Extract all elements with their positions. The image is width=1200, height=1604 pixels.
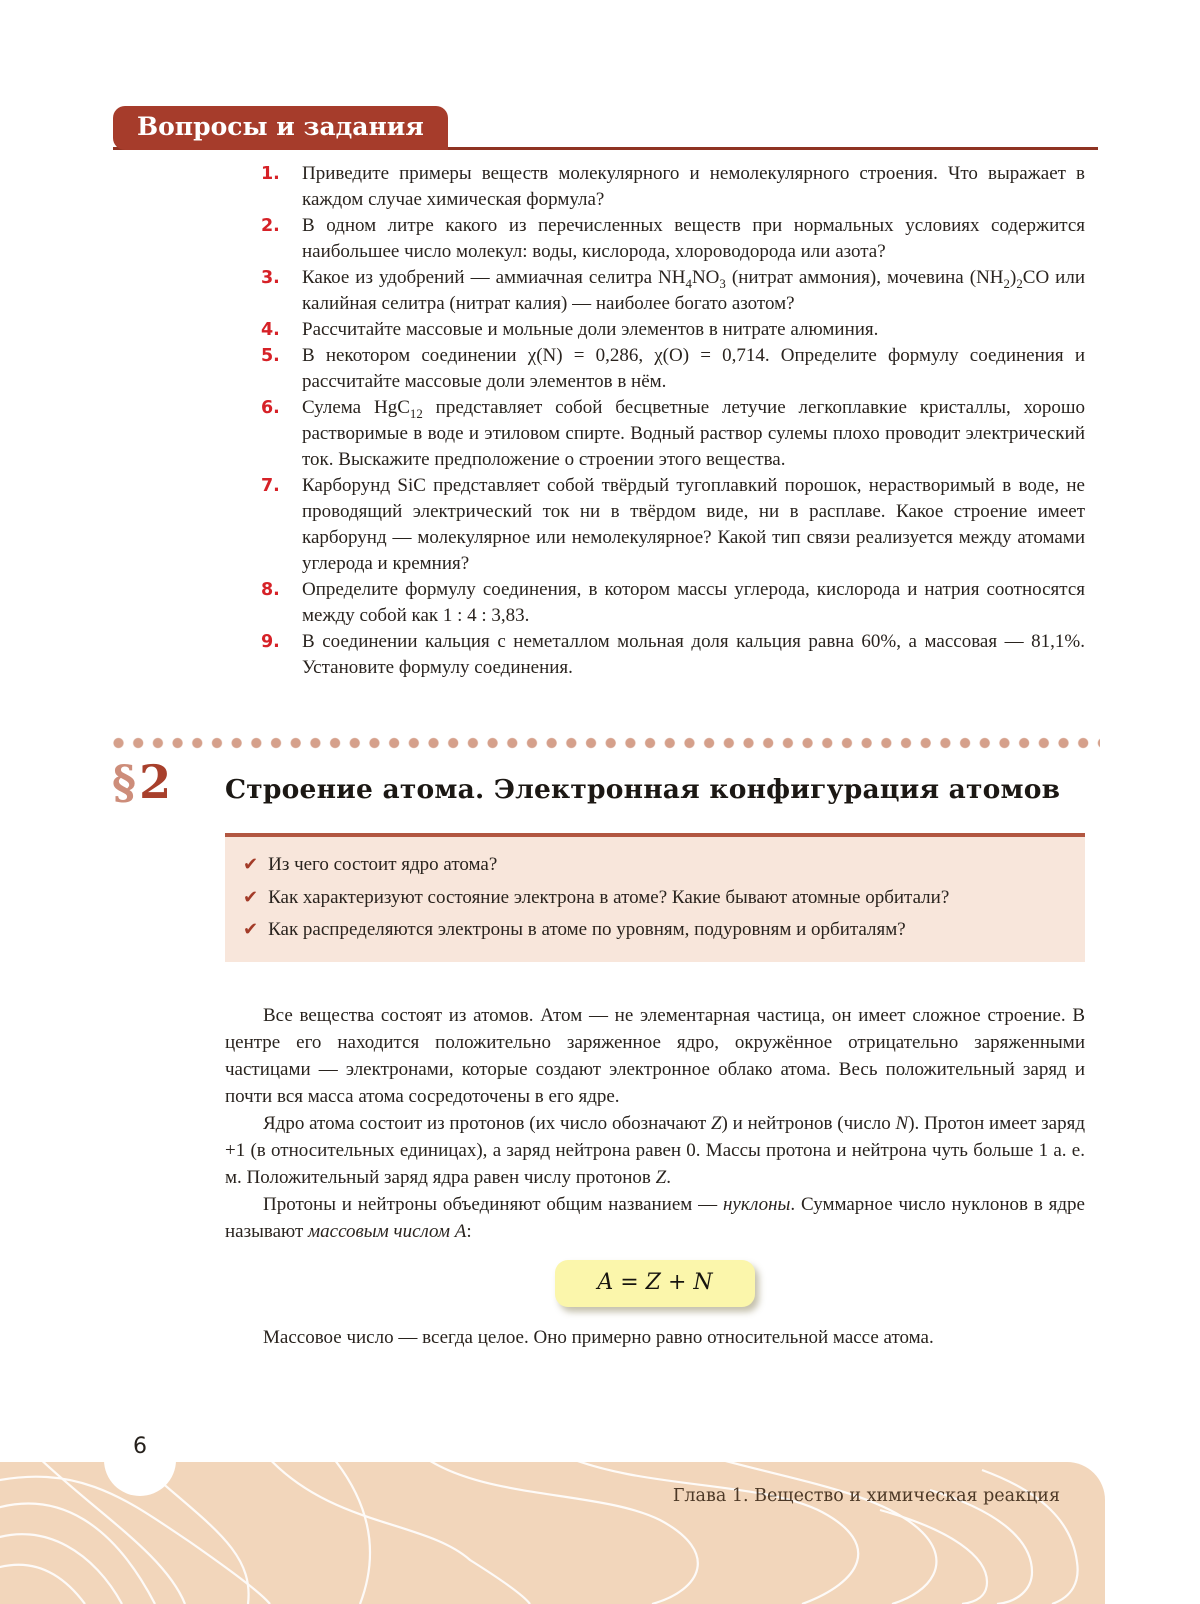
section-number: [112, 756, 171, 808]
intro-question: [243, 916, 1067, 944]
question-number: 7.: [261, 476, 280, 496]
section-title: Строение атома. Электронная конфигурация атомов: [225, 774, 1061, 805]
intro-question-text: Как характеризуют состояние электрона в атоме? Какие бывают атомные орбитали?: [268, 886, 950, 908]
question-item: [225, 161, 1085, 213]
question-item: [225, 577, 1085, 629]
page-number: 6: [133, 1434, 147, 1459]
question-text: В соединении кальция с неметаллом мольная доля кальция равна 60%, а массовая — 81,1%. Установите формулу соединения.: [302, 631, 1085, 678]
question-text: В одном литре какого из перечисленных веществ при нормальных условиях содержится наибольшее число молекул: воды, кислорода, хлороводорода или азота?: [302, 215, 1085, 262]
intro-question-text: Из чего состоит ядро атома?: [268, 854, 498, 875]
checkmark-icon: ✔: [243, 886, 259, 908]
question-text: В некотором соединении χ(N) = 0,286, χ(O) = 0,714. Определите формулу соединения и рассчитайте массовые доли элементов в нём.: [302, 345, 1085, 392]
body-text: [225, 1002, 1085, 1351]
questions-list: [225, 161, 1085, 681]
question-number: 2.: [261, 216, 280, 236]
question-item: [225, 317, 1085, 343]
paragraph: Все вещества состоят из атомов. Атом — не элементарная частица, он имеет сложное строение. В центре его находится положительно заряженное ядро, окружённое отрицательно заряженными частицами — электронами, которые создают электронное облако атома. Весь положительный заряд и почти вся масса атома сосредоточены в его ядре.: [225, 1005, 1085, 1107]
question-number: 1.: [261, 164, 280, 184]
question-item: [225, 395, 1085, 473]
question-number: 9.: [261, 632, 280, 652]
paragraph-sign: §: [112, 755, 137, 809]
question-item: [225, 343, 1085, 395]
question-text: Какое из удобрений — аммиачная селитра $NH_4NO_3$ (нитрат аммония), мочевина $(NH_2)_2CO$ или калийная селитра (нитрат калия) — наиболее богато азотом?: [302, 267, 1085, 314]
question-number: 6.: [261, 398, 280, 418]
checkmark-icon: ✔: [243, 919, 259, 940]
question-text: Карборунд SiC представляет собой твёрдый тугоплавкий порошок, нерастворимый в воде, не проводящий электрический ток ни в твёрдом виде, ни в расплаве. Какое строение имеет карборунд — молекулярное или немолекулярное? Какой тип связи реализуется между атомами углерода и кремния?: [302, 475, 1085, 574]
intro-question-text: Как распределяются электроны в атоме по уровням, подуровням и орбиталям?: [268, 919, 906, 940]
chapter-footer-label: Глава 1. Вещество и химическая реакция: [672, 1486, 1060, 1506]
questions-header-badge: Вопросы и задания: [113, 106, 448, 150]
checkmark-icon: ✔: [243, 854, 259, 875]
question-item: [225, 265, 1085, 317]
intro-question: [243, 884, 1067, 912]
intro-question: [243, 851, 1067, 879]
paragraph: Ядро атома состоит из протонов (их число обозначают Z) и нейтронов (число N). Протон имеет заряд +1 (в относительных единицах), а заряд нейтрона равен 0. Массы протона и нейтрона чуть больше 1 а. е. м. Положительный заряд ядра равен числу протонов Z.: [225, 1113, 1085, 1188]
question-number: 8.: [261, 580, 280, 600]
dotted-divider: [113, 737, 1100, 749]
question-text: Рассчитайте массовые и мольные доли элементов в нитрате алюминия.: [302, 319, 879, 340]
section-number-value: 2: [139, 755, 172, 809]
question-text: Сулема HgC$_{12}$ представляет собой бесцветные летучие легкоплавкие кристаллы, хорошо растворимые в воде и этиловом спирте. Водный раствор сулемы плохо проводит электрический ток. Выскажите предположение о строении этого вещества.: [302, 397, 1085, 470]
paragraph: Массовое число — всегда целое. Оно примерно равно относительной массе атома.: [263, 1327, 934, 1348]
question-item: [225, 213, 1085, 265]
paragraph: Протоны и нейтроны объединяют общим названием — нуклоны. Суммарное число нуклонов в ядре называют массовым числом А:: [225, 1194, 1085, 1242]
mass-number-formula: A = Z + N: [555, 1260, 754, 1307]
question-text: Приведите примеры веществ молекулярного и немолекулярного строения. Что выражает в каждом случае химическая формула?: [302, 163, 1085, 210]
intro-questions-box: [225, 833, 1085, 962]
question-text: Определите формулу соединения, в котором массы углерода, кислорода и натрия соотносятся между собой как 1 : 4 : 3,83.: [302, 579, 1085, 626]
question-number: 5.: [261, 346, 280, 366]
formula-container: [225, 1260, 1085, 1307]
question-number: 3.: [261, 268, 280, 288]
question-item: [225, 629, 1085, 681]
question-number: 4.: [261, 320, 280, 340]
question-item: [225, 473, 1085, 577]
